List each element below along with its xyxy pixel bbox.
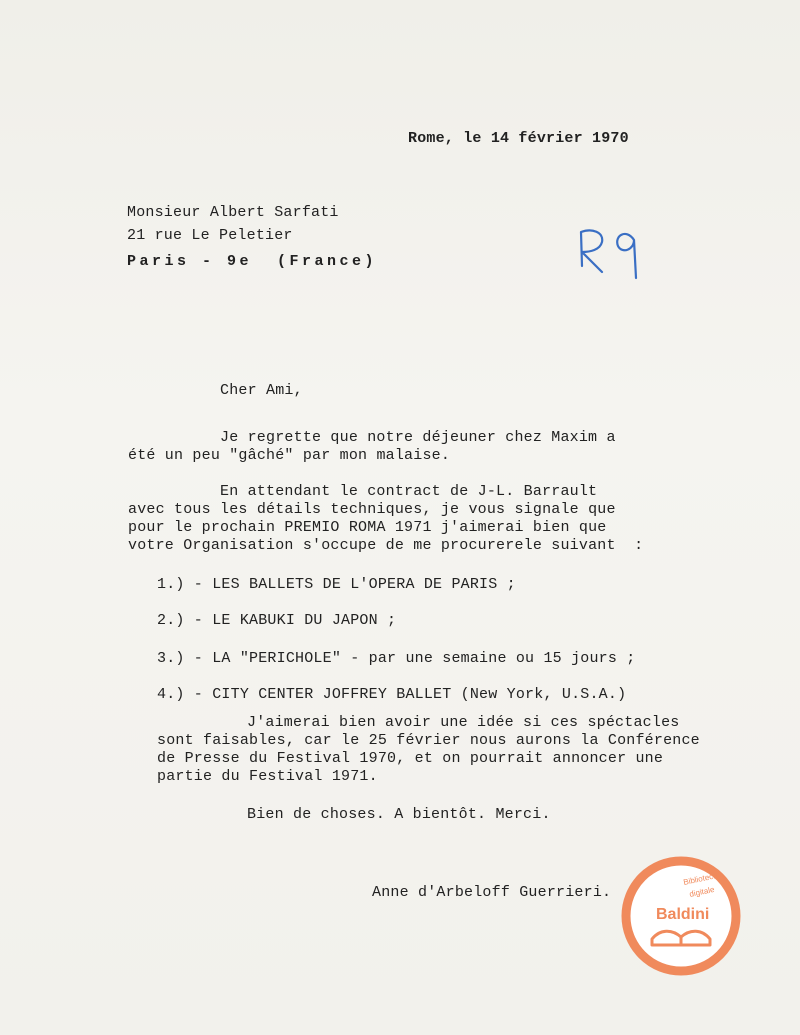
- paragraph3-line2: sont faisables, car le 25 février nous aurons la Conférence: [157, 732, 700, 749]
- recipient-name: Monsieur Albert Sarfati: [127, 204, 339, 221]
- library-stamp-logo: [620, 855, 742, 977]
- list-item-1: 1.) - LES BALLETS DE L'OPERA DE PARIS ;: [157, 576, 516, 593]
- paragraph1-line1: Je regrette que notre déjeuner chez Maxim a: [220, 429, 616, 446]
- paragraph3-line3: de Presse du Festival 1970, et on pourrait annoncer une: [157, 750, 664, 767]
- stamp-line2: digitale: [688, 884, 716, 899]
- list-item-4: 4.) - CITY CENTER JOFFREY BALLET (New York, U.S.A.): [157, 686, 627, 703]
- paragraph3-line4: partie du Festival 1971.: [157, 768, 378, 785]
- closing-line: Bien de choses. A bientôt. Merci.: [247, 806, 551, 823]
- recipient-city: Paris - 9e (France): [127, 253, 378, 270]
- salutation: Cher Ami,: [220, 382, 303, 399]
- paragraph3-line1: J'aimerai bien avoir une idée si ces spéctacles: [247, 714, 680, 731]
- handwritten-annotation: [572, 218, 652, 294]
- paragraph2-line3: pour le prochain PREMIO ROMA 1971 j'aimerai bien que: [128, 519, 607, 536]
- signature: Anne d'Arbeloff Guerrieri.: [372, 884, 612, 901]
- paragraph2-line4: votre Organisation s'occupe de me procurerele suivant :: [128, 537, 644, 554]
- paragraph2-line1: En attendant le contract de J-L. Barrault: [220, 483, 598, 500]
- stamp-line1: Biblioteca: [682, 870, 719, 887]
- recipient-street: 21 rue Le Peletier: [127, 227, 293, 244]
- list-item-3: 3.) - LA "PERICHOLE" - par une semaine ou 15 jours ;: [157, 650, 636, 667]
- paragraph1-line2: été un peu "gâché" par mon malaise.: [128, 447, 451, 464]
- stamp-name: Baldini: [656, 906, 710, 923]
- annotation-text: R9: [572, 218, 574, 219]
- date-line: Rome, le 14 février 1970: [408, 130, 629, 147]
- list-item-2: 2.) - LE KABUKI DU JAPON ;: [157, 612, 397, 629]
- paragraph2-line2: avec tous les détails techniques, je vous signale que: [128, 501, 616, 518]
